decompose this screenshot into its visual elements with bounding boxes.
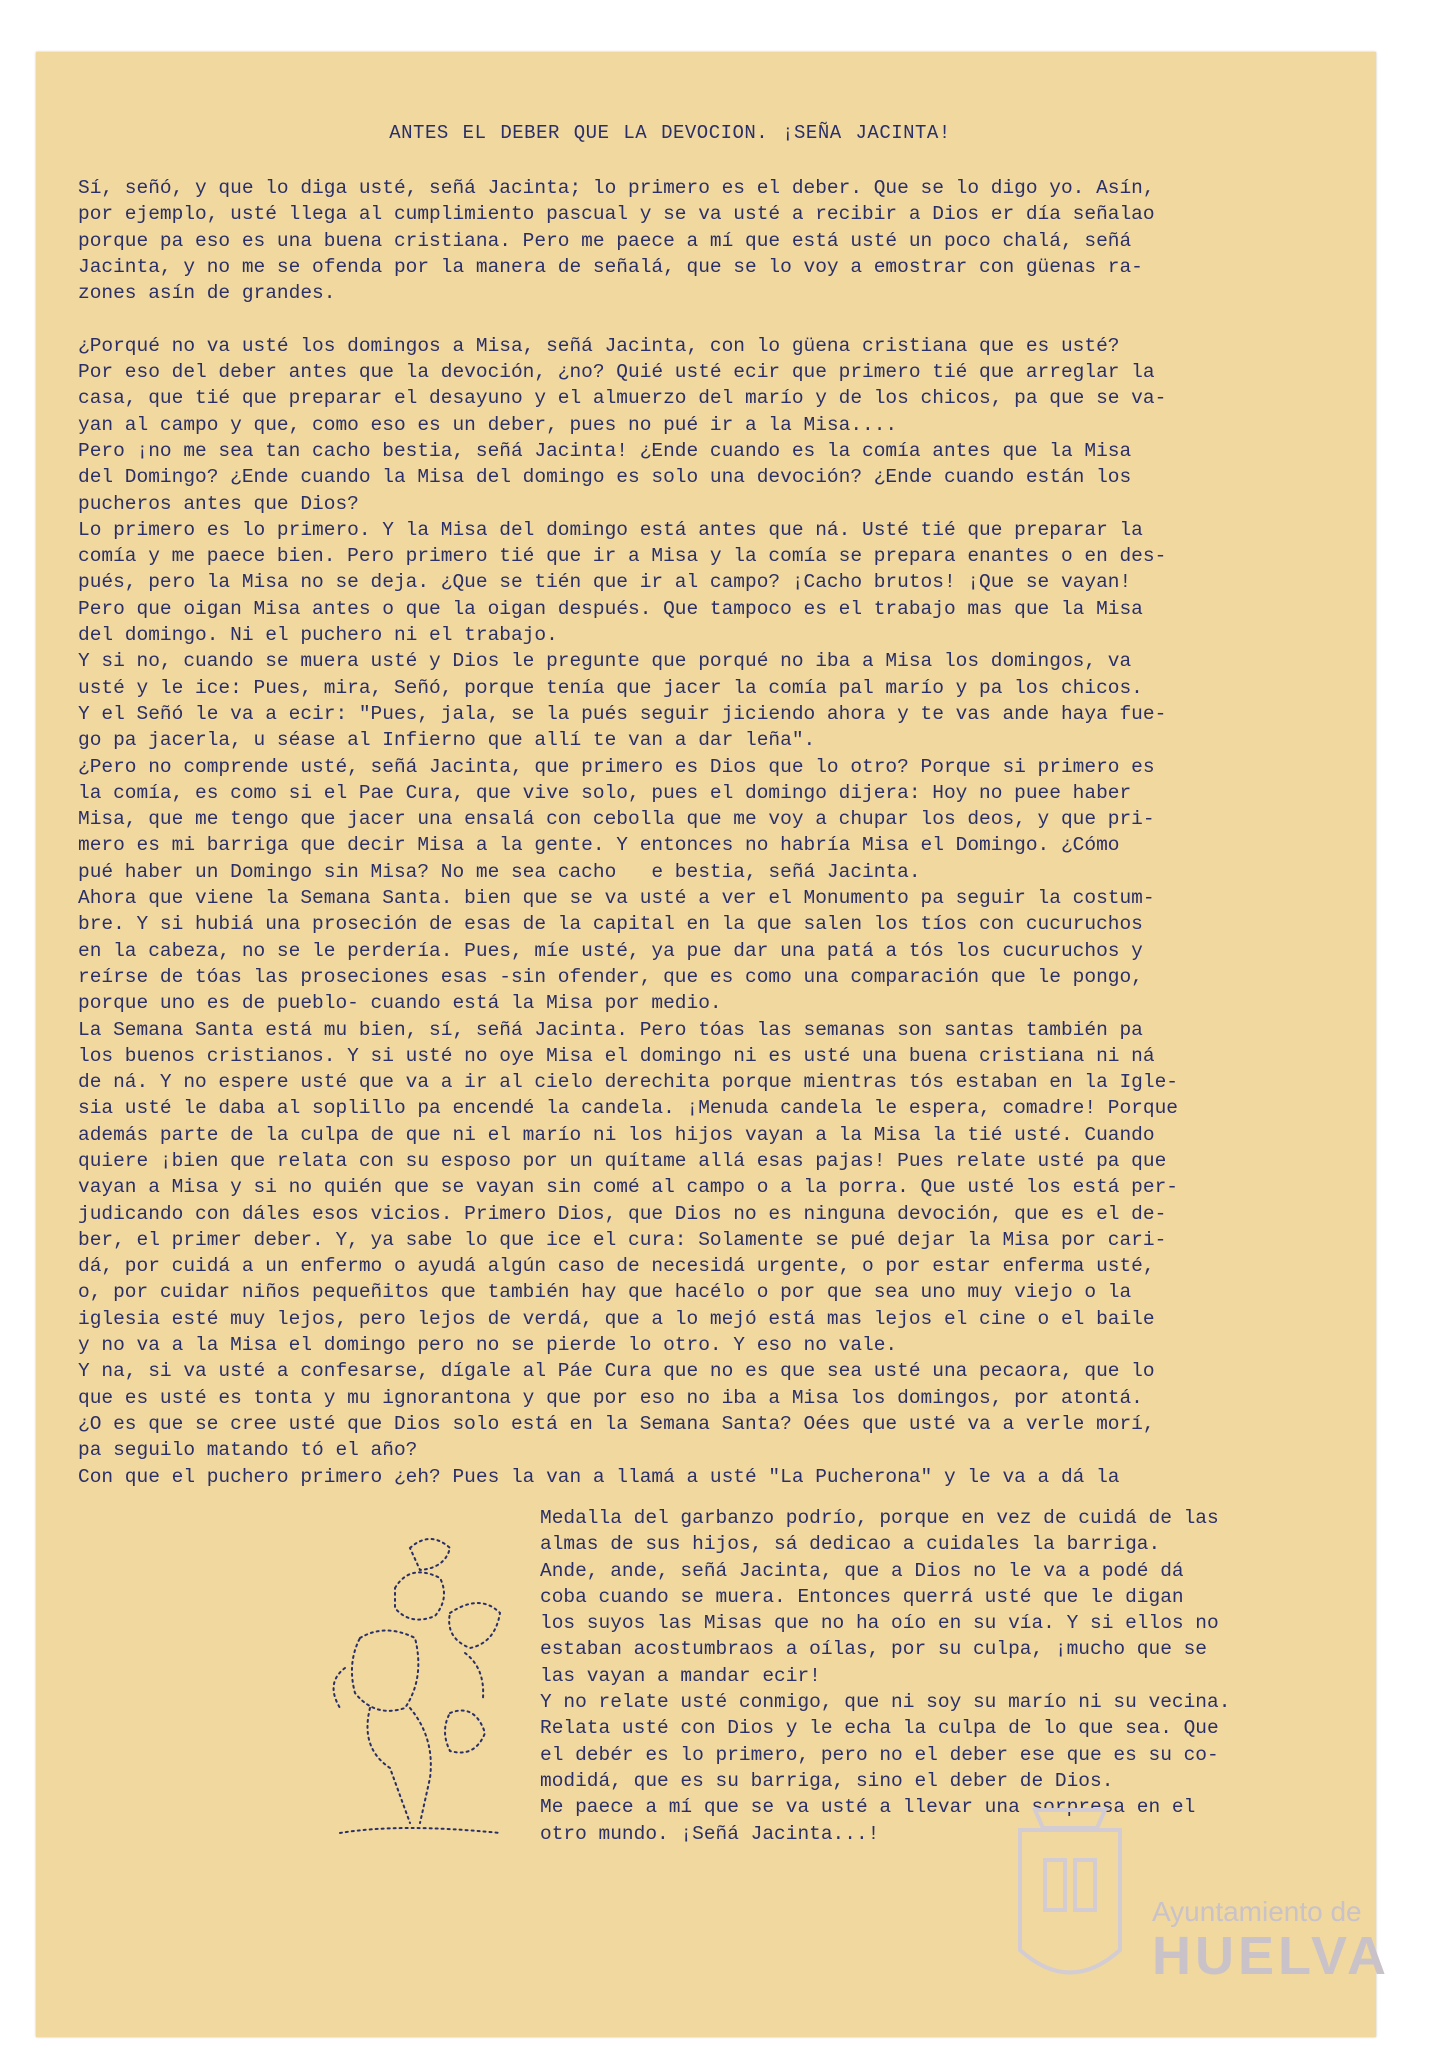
text-line: Pero ¡no me sea tan cacho bestia, señá Jacinta! ¿Ende cuando es la comía antes que la Misa <box>78 439 1132 462</box>
text-line: reírse de tóas las proseciones esas -sin ofender, que es como una comparación que le pongo, <box>78 965 1143 988</box>
text-line: coba cuando se muera. Entonces querrá usté que le digan <box>540 1585 1184 1608</box>
text-line: del Domingo? ¿Ende cuando la Misa del domingo es solo una devoción? ¿Ende cuando están los <box>78 466 1132 489</box>
text-line: Lo primero es lo primero. Y la Misa del domingo está antes que ná. Usté tié que preparar la <box>78 518 1143 541</box>
text-line: porque uno es de pueblo- cuando está la Misa por medio. <box>78 992 722 1015</box>
text-line: Y el Señó le va a ecir: "Pues, jala, se la pués seguir jiciendo ahora y te vas ande haya fue- <box>78 702 1167 725</box>
text-line: las vayan a mandar ecir! <box>540 1664 821 1687</box>
text-line: Y si no, cuando se muera usté y Dios le pregunte que porqué no iba a Misa los domingos, va <box>78 650 1132 673</box>
text-line: Misa, que me tengo que jacer una ensalá con cebolla que me voy a chupar los deos, y que pri- <box>78 808 1155 831</box>
text-line: o, por cuidar niños pequeñitos que también hay que hacélo o por que sea uno muy viejo o la <box>78 1281 1132 1304</box>
text-line: Y na, si va usté a confesarse, dígale al Páe Cura que no es que sea usté una pecaora, que lo <box>78 1360 1155 1383</box>
text-line: zones asín de grandes. <box>78 282 336 305</box>
text-line: porque pa eso es una buena cristiana. Pero me paece a mí que está usté un poco chalá, señá <box>78 229 1132 252</box>
text-line: ¿O es que se cree usté que Dios solo está en la Semana Santa? Oées que usté va a verle morí, <box>78 1412 1155 1435</box>
text-line: Por eso del deber antes que la devoción, ¿no? Quié usté ecir que primero tié que arreglar la <box>78 361 1155 384</box>
text-line: yan al campo y que, como eso es un deber, pues no pué ir a la Misa.... <box>78 413 898 436</box>
text-line: iglesia esté muy lejos, pero lejos de verdá, que a lo mejó está mas lejos el cine o el baile <box>78 1307 1155 1330</box>
text-line: pucheros antes que Dios? <box>78 492 359 515</box>
text-line: modidá, que es su barriga, sino el deber de Dios. <box>540 1769 1114 1792</box>
text-line: quiere ¡bien que relata con su esposo por un quítame allá esas pajas! Pues relate usté pa que <box>78 1149 1167 1172</box>
text-line: Ande, ande, señá Jacinta, que a Dios no le va a podé dá <box>540 1559 1184 1582</box>
text-line: la comía, es como si el Pae Cura, que vive solo, pues el domingo dijera: Hoy no puee haber <box>78 781 1132 804</box>
text-line: ¿Pero no comprende usté, señá Jacinta, que primero es Dios que lo otro? Porque si primero es <box>78 755 1155 778</box>
text-line: Medalla del garbanzo podrío, porque en vez de cuidá de las <box>540 1507 1219 1529</box>
text-line: que es usté es tonta y mu ignorantona y que por eso no iba a Misa los domingos, por atontá. <box>78 1386 1143 1409</box>
document-body <box>78 175 1278 1490</box>
text-line: pués, pero la Misa no se deja. ¿Que se tién que ir al campo? ¡Cacho brutos! ¡Que se vayan! <box>78 571 1132 594</box>
text-line: comía y me paece bien. Pero primero tié que ir a Misa y la comía se prepara enantes o en des- <box>78 545 1167 568</box>
dotted-figures-illustration <box>300 1528 530 1858</box>
text-line: almas de sus hijos, sá dedicao a cuidales la barriga. <box>540 1533 1161 1556</box>
text-line: los buenos cristianos. Y si usté no oye Misa el domingo ni es usté una buena cristiana ni ná <box>78 1044 1155 1067</box>
text-line: bre. Y si hubiá una proseción de esas de la capital en la que salen los tíos con cucuruchos <box>78 913 1143 936</box>
text-line: sia usté le daba al soplillo pa encendé la candela. ¡Menuda candela le espera, comadre! Porque <box>78 1097 1178 1120</box>
watermark-line2: HUELVA <box>1152 1926 1390 1986</box>
text-line: casa, que tié que preparar el desayuno y el almuerzo del marío y de los chicos, pa que se va- <box>78 387 1167 410</box>
text-line: pué haber un Domingo sin Misa? No me sea cacho e bestia, señá Jacinta. <box>78 860 921 883</box>
text-line: Pero que oigan Misa antes o que la oigan después. Que tampoco es el trabajo mas que la Misa <box>78 597 1143 620</box>
text-line: go pa jacerla, u séase al Infierno que allí te van a dar leña". <box>78 729 816 752</box>
text-line: pa seguilo matando tó el año? <box>78 1439 418 1462</box>
text-line: estaban acostumbraos a oílas, por su culpa, ¡mucho que se <box>540 1638 1208 1661</box>
text-line: dá, por cuidá a un enfermo o ayudá algún caso de necesidá urgente, o por estar enferma usté, <box>78 1255 1155 1278</box>
text-line: judicando con dáles esos vicios. Primero Dios, que Dios no es ninguna devoción, que es el de- <box>78 1202 1167 1225</box>
text-line: La Semana Santa está mu bien, sí, señá Jacinta. Pero tóas las semanas son santas también pa <box>78 1018 1143 1041</box>
text-line: de ná. Y no espere usté que va a ir al cielo derechita porque mientras tós estaban en la Igle- <box>78 1071 1178 1094</box>
text-line: Me paece a mí que se va usté a llevar una sorpresa en el <box>540 1796 1196 1819</box>
text-line: Sí, señó, y que lo diga usté, señá Jacinta; lo primero es el deber. Que se lo digo yo. Asín, <box>78 177 1155 199</box>
text-line: vayan a Misa y si no quién que se vayan sin comé al campo o a la porra. Que usté los está per- <box>78 1176 1178 1199</box>
text-line: ¿Porqué no va usté los domingos a Misa, señá Jacinta, con lo güena cristiana que es usté? <box>78 334 1120 357</box>
watermark-line1: Ayuntamiento de <box>1152 1896 1362 1927</box>
text-line: y no va a la Misa el domingo pero no se pierde lo otro. Y eso no vale. <box>78 1334 898 1357</box>
text-line: Relata usté con Dios y le echa la culpa de lo que sea. Que <box>540 1717 1219 1740</box>
text-line: además parte de la culpa de que ni el marío ni los hijos vayan a la Misa la tié usté. Cuando <box>78 1123 1155 1146</box>
text-line: en la cabeza, no se le perdería. Pues, míe usté, ya pue dar una patá a tós los cucuruchos y <box>78 939 1143 962</box>
text-line: el debér es lo primero, pero no el deber ese que es su co- <box>540 1743 1219 1766</box>
text-line: Jacinta, y no me se ofenda por la manera de señalá, que se lo voy a emostrar con güenas ra- <box>78 255 1143 278</box>
text-line: usté y le ice: Pues, mira, Señó, porque tenía que jacer la comía pal marío y pa los chicos. <box>78 676 1143 699</box>
text-line: por ejemplo, usté llega al cumplimiento pascual y se va usté a recibir a Dios er día señalao <box>78 203 1155 226</box>
document-title: ANTES EL DEBER QUE LA DEVOCION. ¡SEÑA JACINTA! <box>389 122 951 144</box>
text-line: Con que el puchero primero ¿eh? Pues la van a llamá a usté "La Pucherona" y le va a dá la <box>78 1465 1120 1488</box>
text-line: ber, el primer deber. Y, ya sabe lo que ice el cura: Solamente se pué dejar la Misa por cari- <box>78 1228 1167 1251</box>
text-line: Ahora que viene la Semana Santa. bien que se va usté a ver el Monumento pa seguir la costum- <box>78 887 1155 910</box>
text-line: Y no relate usté conmigo, que ni soy su marío ni su vecina. <box>540 1691 1231 1714</box>
text-line: del domingo. Ni el puchero ni el trabajo. <box>78 624 558 647</box>
text-line: los suyos las Misas que no ha oío en su vía. Y si ellos no <box>540 1612 1219 1635</box>
text-line: mero es mi barriga que decir Misa a la gente. Y entonces no habría Misa el Domingo. ¿Cómo <box>78 834 1120 857</box>
text-line: otro mundo. ¡Señá Jacinta...! <box>540 1822 880 1845</box>
